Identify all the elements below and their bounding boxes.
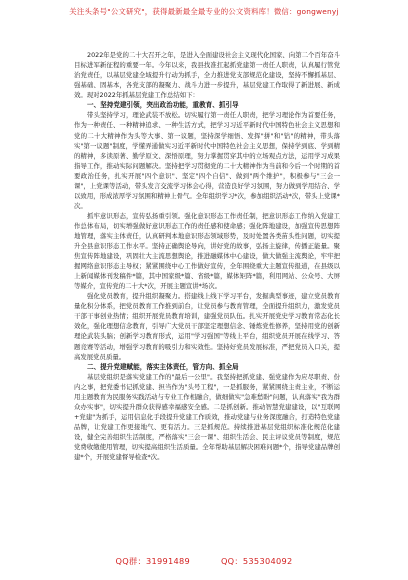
footer-contact <box>0 556 408 567</box>
header-banner: 关注头条号"公文研究"，获得最新最全最专业的公文资料库！微信：gongwenyj <box>69 7 339 16</box>
intro-paragraph: 2022年是党的二十大召开之年，是进入全面建设社会主义现代化国家、向第二个百年奋斗目标进军新征程的重要一年。今年以来，我县找准扛起抓党建第一责任人职责，认真履行管党治党责任，以基层党建全域提升行动为抓手，全力推进党支部规范化建设，坚持不懈抓基层、强基础、固基本，各党支部的凝聚力、战斗力进一步提升，基层党建工作取得了新进展、新成效。现对2022年抓基层党建工作总结如下： <box>74 51 340 100</box>
body-paragraph: 带头坚持学习，理论武装不放松。切实履行第一责任人职责，把学习理论作为首要任务，作为一种责任、一种精神追求、一种生活方式，把学习习近平新时代中国特色社会主义思想和党的二十大精神作为头等大事、第一议题，坚持深学细悟、发挥"拼"和"钻"的精神，带头落实"第一议题"制度，学懂弄通做实习近平新时代中国特色社会主义思想，保持学到底、学到精的精神，多读原著、勤学原文、深悟原理，努力掌握贯穿其中的立场观点方法，运用学习成果指导工作，推动实际问题解决。坚持把学习贯彻党的二十大精神作为当前和今后一个时期的首要政治任务，扎实开展"四个意识"、坚定"四个自信"、做到"两个维护"，积极参与"三会一课"，上党课等活动，带头发言交流学习体会心得，营造良好学习氛围，努力做到学用结合、学以致用，形成浓厚学习氛围和精神上骨气。全年组织学习*次，参加组织活动*次，带头上党课*次。 <box>74 111 340 210</box>
body-paragraph: 基层党组织是落实党建工作的"最后一公里"。我坚持把抓党建、强党建作为应尽职责、份内之事，把党委书记抓党建、担当作为"头号工程"，一是抓服务，紧紧围绕主责主业，不断运用主题教育为民服务实践活动与专业工作相融合，做细做实"急难愁盼"问题，认真落实"我为群众办实事"，切实提升群众获得感幸福感安全感。二是抓创新。推动智慧党建建设，以"互联网+党建"为抓手，运用信息化手段提升党建工作质效，推动党建与业务深度融合，打造特色党建品牌，让党建工作更接地气、更有活力。三是抓规范。持续推进基层党组织标准化规范化建设，健全完善组织生活制度，严格落实"三会一课"、组织生活会、民主评议党员等制度，规范党费收缴使用管理，切实提高组织生活质量。全年帮助基层解决困难问题*个，指导党建品牌创建*个，开展党建督导检查*次。 <box>74 372 340 462</box>
footer-qq: QQ：535304092 <box>220 556 293 566</box>
document-body <box>74 50 340 462</box>
footer-qq-group: QQ群：31991489 <box>115 556 191 566</box>
body-paragraph: 抓牢意识形态，宣传弘扬重引领。强化意识形态工作责任制，把意识形态工作纳入党建工作总体布局，切实增强做好意识形态工作的责任感和使命感；强化阵地建设，加强宣传思想阵地管理，落实主体责任，认真研判本地意识形态领域形势，及时处置各类苗头性问题，切实提升全县意识形态工作水平。坚持正确舆论导向，讲好党的故事，弘扬主旋律，传播正能量。聚焦宣传阵地建设，巩固壮大主流思想舆论，推进融媒体中心建设，做大做强主流舆论，牢牢把握网络意识形态主导权；紧紧围绕中心工作做好宣传，全年围绕重大主题宣传报道，在县级以上新闻媒体刊发稿件*篇，其中国家级*篇、省级*篇，媒体矩阵*篇，利用网站、公众号、大屏等媒介，宣传党的二十大*次，开展主题宣讲*场次。 <box>74 211 340 291</box>
section-heading-1: 一、坚持党建引领，突出政治功能，重教育、抓引导 <box>87 101 239 110</box>
body-paragraph: 强化党员教育，提升组织凝聚力。搭建线上线下学习平台，发掘典型事迹，建立党员教育量化积分体系，把党员教育工作推到前台，让党员参与教育管理，全面提升组织力，激发党员干部干事创业热情；组织开展党员教育培训，建强党员队伍。扎实开展党史学习教育常态化长效化，强化理想信念教育，引导广大党员干部坚定理想信念、锤炼党性修养，坚持用党的创新理论武装头脑；创新学习教育形式，运用"学习强国"等线上平台，组织党员开展在线学习、答题竞赛等活动，增强学习教育的吸引力和实效性。坚持好党员发展标准，严把党员入口关，提高发展党员质量。 <box>74 292 340 361</box>
section-heading-2: 二、提升党建赋能，落实主体责任，管方向、抓全局 <box>87 362 239 371</box>
